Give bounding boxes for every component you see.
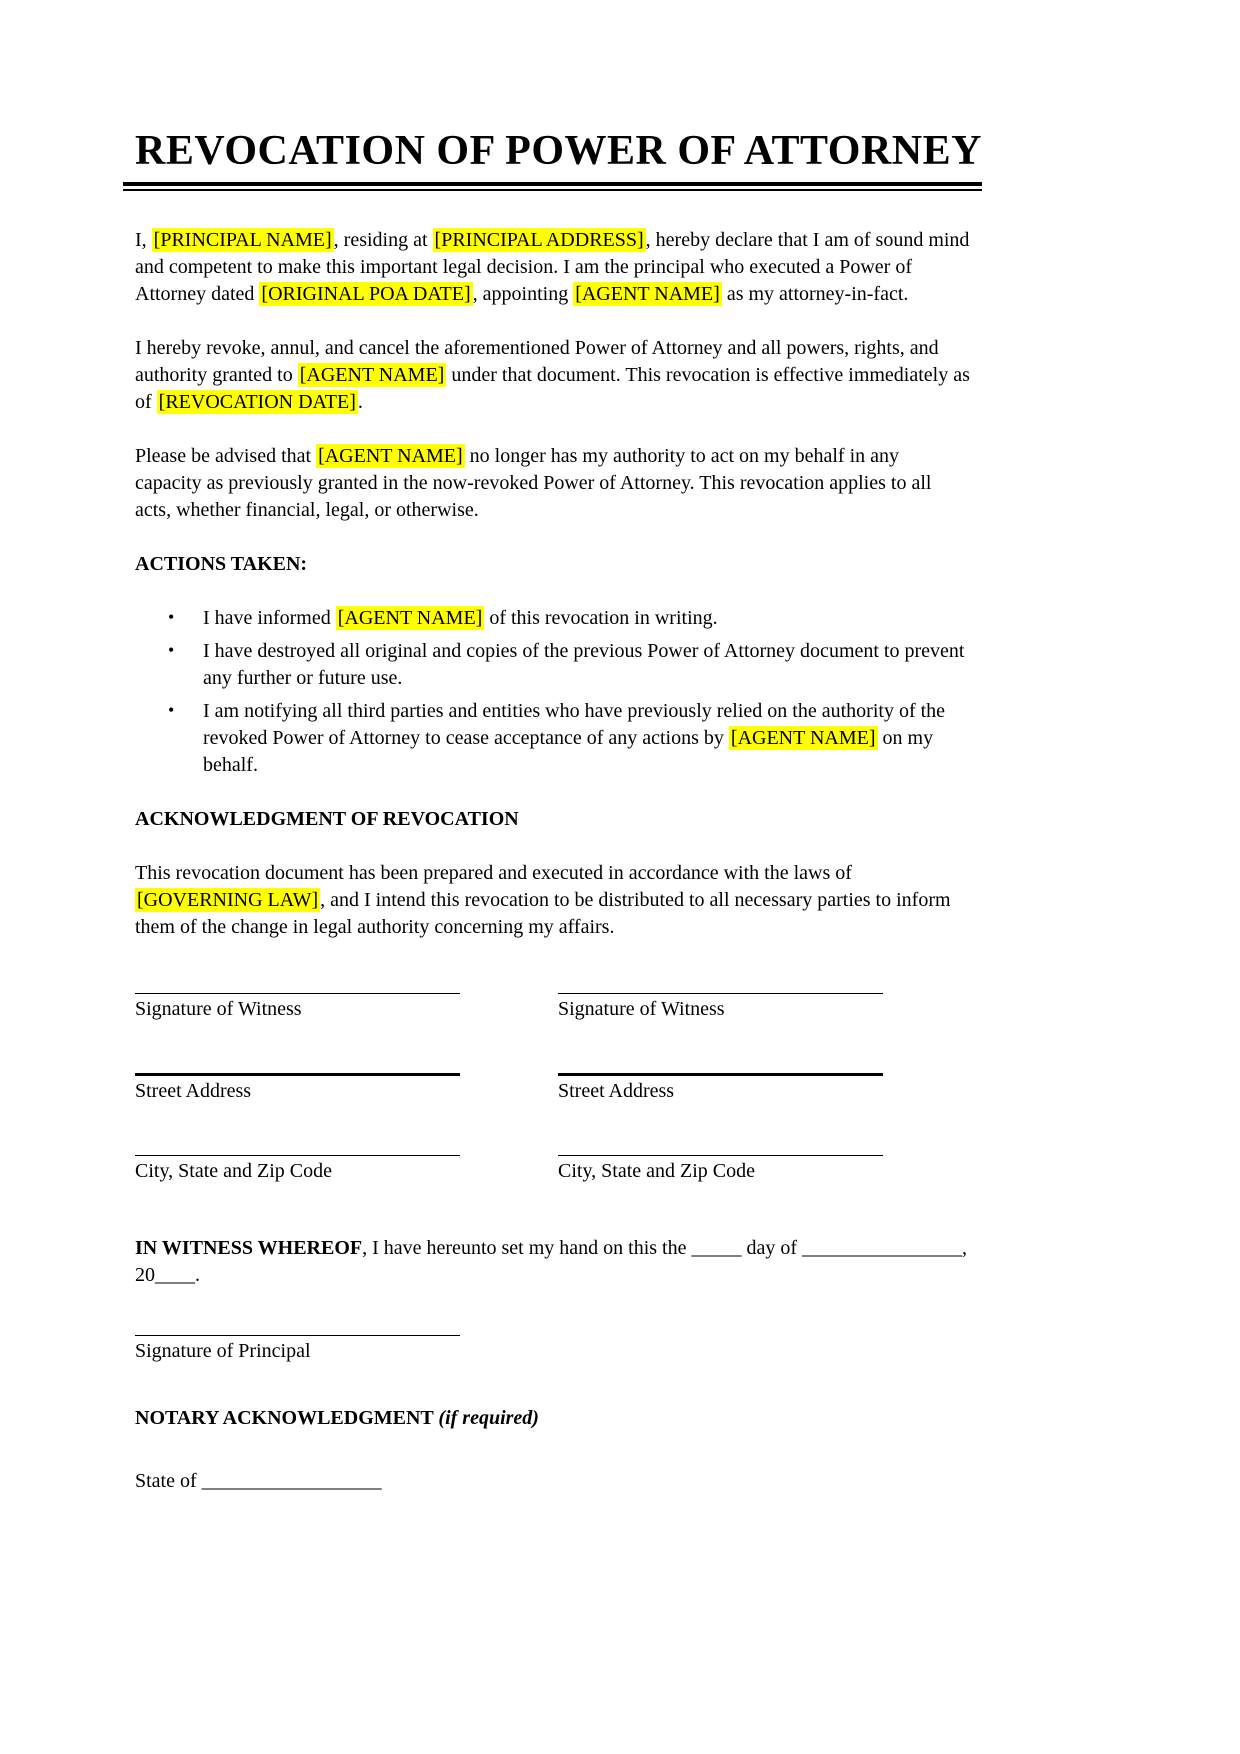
highlighted-placeholder: [GOVERNING LAW] xyxy=(137,889,319,912)
text-segment: under that document. This revocation is effective immediately as of xyxy=(135,364,970,414)
signature-label: Street Address xyxy=(558,1080,675,1103)
text-segment: Please be advised that xyxy=(135,445,317,468)
text-segment: I am notifying all third parties and entities who have previously relied on the authority of the revoked Power of Attorney to cease acceptance of any actions by xyxy=(203,700,946,750)
list-item-text xyxy=(203,605,970,632)
text-segment: I hereby revoke, annul, and cancel the aforementioned Power of Attorney and all powers, rights, and authority granted to xyxy=(135,337,939,387)
highlighted-placeholder: [REVOCATION DATE] xyxy=(158,391,356,414)
street-address-row xyxy=(135,1073,970,1105)
principal-signature-block xyxy=(135,1335,970,1365)
title-rule-thick xyxy=(123,182,982,186)
bullet-icon: • xyxy=(168,640,175,661)
signature-line xyxy=(135,993,460,994)
highlighted-placeholder: [AGENT NAME] xyxy=(730,727,876,750)
witness-signature-row xyxy=(135,993,970,1023)
text-segment: no longer has my authority to act on my behalf in any capacity as previously granted in the now-revoked Power of Attorney. This revocation applies to all acts, whether financial, legal, or otherwise. xyxy=(135,445,932,522)
city-state-zip-row xyxy=(135,1155,970,1185)
city-state-zip-cell-left xyxy=(135,1155,460,1185)
signature-line xyxy=(558,993,883,994)
text-segment: NOTARY ACKNOWLEDGMENT xyxy=(135,1407,434,1430)
text-segment: I, xyxy=(135,229,152,252)
list-item-text xyxy=(203,698,970,779)
text-segment: I have informed xyxy=(203,607,336,630)
signature-label: City, State and Zip Code xyxy=(558,1160,756,1183)
signature-line xyxy=(135,1335,460,1336)
text-segment: , I have hereunto set my hand on this the _____ day of ________________, 20____. xyxy=(135,1237,968,1287)
text-segment: I have destroyed all original and copies of the previous Power of Attorney document to prevent any further or future use. xyxy=(203,640,965,690)
text-segment: , residing at xyxy=(333,229,433,252)
bullet-icon: • xyxy=(168,607,175,628)
acknowledgment-paragraph xyxy=(135,860,970,941)
city-state-zip-cell-right xyxy=(558,1155,883,1185)
text-segment: , and I intend this revocation to be distributed to all necessary parties to inform them of the change in legal authority concerning my affairs. xyxy=(135,889,951,939)
signature-label: City, State and Zip Code xyxy=(135,1160,333,1183)
text-segment: IN WITNESS WHEREOF xyxy=(135,1237,363,1260)
page-title: REVOCATION OF POWER OF ATTORNEY xyxy=(135,128,982,174)
acknowledgment-heading: ACKNOWLEDGMENT OF REVOCATION xyxy=(135,808,519,831)
street-address-cell-left xyxy=(135,1073,460,1105)
text-segment: This revocation document has been prepared and executed in accordance with the laws of xyxy=(135,862,852,885)
signature-label: Signature of Principal xyxy=(135,1340,311,1363)
list-item xyxy=(168,638,970,692)
advisement-paragraph xyxy=(135,443,970,524)
list-item xyxy=(168,698,970,779)
text-segment: of this revocation in writing. xyxy=(484,607,718,630)
spacer xyxy=(135,191,970,227)
text-segment: State of __________________ xyxy=(135,1470,382,1493)
highlighted-placeholder: [PRINCIPAL ADDRESS] xyxy=(434,229,644,252)
witness-whereof-paragraph xyxy=(135,1235,970,1289)
signature-label: Street Address xyxy=(135,1080,252,1103)
signature-section xyxy=(135,993,970,1185)
signature-line xyxy=(135,1155,460,1156)
signature-line xyxy=(135,1073,460,1076)
highlighted-placeholder: [AGENT NAME] xyxy=(575,283,720,306)
text-segment: . xyxy=(357,391,363,414)
intro-paragraph xyxy=(135,227,970,308)
street-address-cell-right xyxy=(558,1073,883,1105)
highlighted-placeholder: [AGENT NAME] xyxy=(318,445,463,468)
signature-label: Signature of Witness xyxy=(135,998,302,1021)
text-segment: as my attorney-in-fact. xyxy=(721,283,909,306)
highlighted-placeholder: [ORIGINAL POA DATE] xyxy=(261,283,471,306)
text-segment: , appointing xyxy=(472,283,574,306)
list-item-text xyxy=(203,638,970,692)
list-item xyxy=(168,605,970,632)
text-segment: (if required) xyxy=(438,1407,539,1430)
signature-label: Signature of Witness xyxy=(558,998,725,1021)
notary-acknowledgment-heading xyxy=(135,1405,970,1432)
witness-signature-cell-right xyxy=(558,993,883,1023)
highlighted-placeholder: [AGENT NAME] xyxy=(337,607,483,630)
actions-taken-heading: ACTIONS TAKEN: xyxy=(135,553,308,576)
witness-signature-cell-left xyxy=(135,993,460,1023)
text-segment: , hereby declare that I am of sound mind and competent to make this important legal decision. I am the principal who executed a Power of Attorney dated xyxy=(135,229,970,306)
bullet-icon: • xyxy=(168,700,175,721)
actions-list xyxy=(135,605,970,779)
state-of-line xyxy=(135,1468,970,1495)
signature-line xyxy=(558,1073,883,1076)
principal-signature-cell xyxy=(135,1335,460,1365)
revocation-paragraph xyxy=(135,335,970,416)
highlighted-placeholder: [PRINCIPAL NAME] xyxy=(153,229,332,252)
text-segment: on my behalf. xyxy=(203,727,934,777)
highlighted-placeholder: [AGENT NAME] xyxy=(299,364,445,387)
signature-line xyxy=(558,1155,883,1156)
